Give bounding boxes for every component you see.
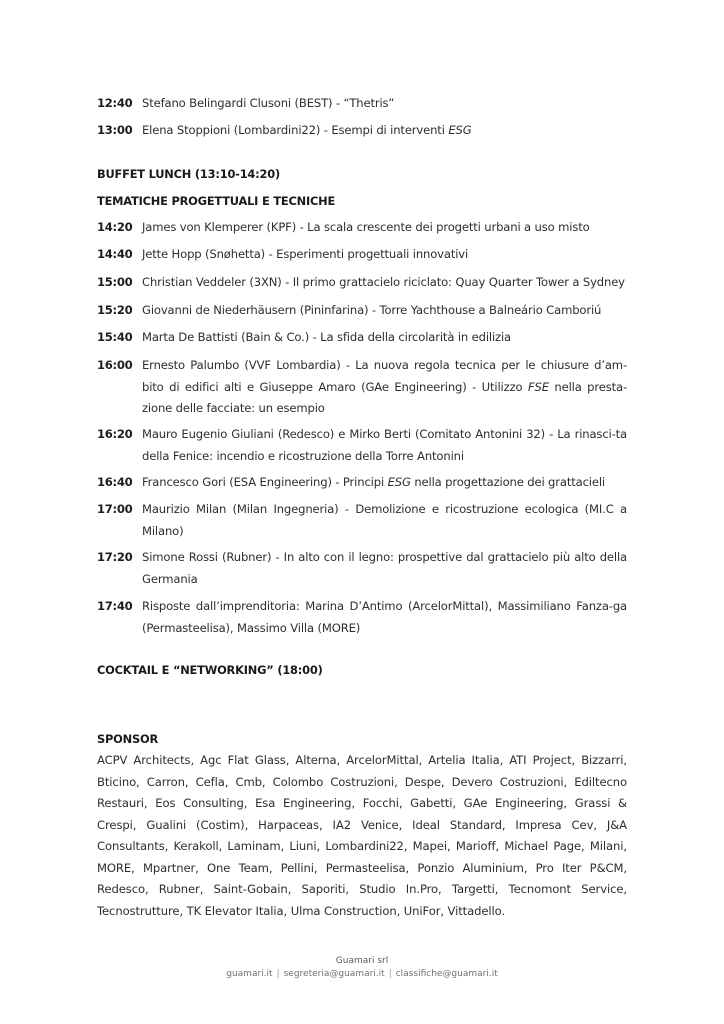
agenda-item bbox=[97, 272, 627, 294]
lunch-heading: BUFFET LUNCH (13:10-14:20) bbox=[97, 167, 280, 181]
agenda-time: 17:20 bbox=[97, 550, 133, 564]
agenda-item bbox=[97, 424, 627, 467]
agenda-time: 14:40 bbox=[97, 247, 133, 261]
agenda-text bbox=[142, 355, 627, 420]
agenda-text: Simone Rossi (Rubner) - In alto con il legno: prospettive dal grattacielo più alto della Germania bbox=[142, 550, 627, 586]
agenda-item bbox=[97, 327, 627, 349]
agenda-text: Christian Veddeler (3XN) - Il primo grattacielo riciclato: Quay Quarter Tower a Sydney bbox=[142, 275, 625, 289]
agenda-text: Jette Hopp (Snøhetta) - Esperimenti progettuali innovativi bbox=[142, 247, 469, 261]
agenda-item bbox=[97, 217, 627, 239]
agenda-text-emphasis: ESG bbox=[387, 475, 411, 489]
agenda-item bbox=[97, 472, 627, 494]
agenda-time: 16:00 bbox=[97, 358, 133, 372]
agenda-text-part: Francesco Gori (ESA Engineering) - Principi bbox=[142, 475, 388, 489]
agenda-text-emphasis: ESG bbox=[448, 123, 472, 137]
sponsor-heading: SPONSOR bbox=[97, 732, 159, 746]
footer-company: Guamari srl bbox=[335, 956, 389, 966]
agenda-time: 13:00 bbox=[97, 123, 133, 137]
cocktail-heading: COCKTAIL E “NETWORKING” (18:00) bbox=[97, 663, 323, 677]
agenda-item bbox=[97, 596, 627, 639]
agenda-item bbox=[97, 547, 627, 590]
agenda-time: 16:40 bbox=[97, 475, 133, 489]
agenda-item bbox=[97, 120, 627, 142]
agenda-time: 14:20 bbox=[97, 220, 133, 234]
agenda-time: 17:00 bbox=[97, 502, 133, 516]
agenda-text: Risposte dall’imprenditoria: Marina D’Antimo (ArcelorMittal), Massimiliano Fanza-ga (Permasteelisa), Massimo Villa (MORE) bbox=[142, 599, 627, 635]
agenda-text bbox=[142, 120, 627, 142]
agenda-time: 16:20 bbox=[97, 427, 133, 441]
footer-secretary-email-link[interactable]: segreteria@guamari.it bbox=[283, 969, 385, 979]
agenda-text bbox=[142, 472, 627, 494]
agenda-text: Marta De Battisti (Bain & Co.) - La sfida della circolarità in edilizia bbox=[142, 330, 511, 344]
footer-separator: | bbox=[276, 969, 280, 979]
agenda-item bbox=[97, 499, 627, 542]
page-footer bbox=[0, 955, 724, 981]
agenda-item bbox=[97, 244, 627, 266]
agenda-text: James von Klemperer (KPF) - La scala crescente dei progetti urbani a uso misto bbox=[142, 220, 590, 234]
agenda-time: 15:40 bbox=[97, 330, 133, 344]
footer-separator: | bbox=[388, 969, 392, 979]
agenda-text: Mauro Eugenio Giuliani (Redesco) e Mirko Berti (Comitato Antonini 32) - La rinasci-ta della Fenice: incendio e ricostruzione della Torre Antonini bbox=[142, 427, 627, 463]
agenda-text: Stefano Belingardi Clusoni (BEST) - “Thetris” bbox=[142, 96, 395, 110]
agenda-time: 15:00 bbox=[97, 275, 133, 289]
agenda-item bbox=[97, 300, 627, 322]
sponsor-list: ACPV Architects, Agc Flat Glass, Alterna, ArcelorMittal, Artelia Italia, ATI Project, Bizzarri, Bticino, Carron, Cefla, Cmb, Colombo Costruzioni, Despe, Devero Costruzioni, Ediltecno Restauri, Eos Consulting, Esa Engineering, Focchi, Gabetti, GAe Engineering, Grassi & Crespi, Gualini (Costim), Harpaceas, IA2 Venice, Ideal Standard, Impresa Cev, J&A Consultants, Kerakoll, Laminam, Liuni, Lombardini22, Mapei, Marioff, Michael Page, Milani, MORE, Mpartner, One Team, Pellini, Permasteelisa, Ponzio Aluminium, Pro Iter P&CM, Redesco, Rubner, Saint-Gobain, Saporiti, Studio In.Pro, Targetti, Tecnomont Service, Tecnostrutture, TK Elevator Italia, Ulma Construction, UniFor, Vittadello. bbox=[97, 753, 627, 918]
agenda-time: 17:40 bbox=[97, 599, 133, 613]
footer-website-link[interactable]: guamari.it bbox=[226, 969, 273, 979]
agenda-text-part: Ernesto Palumbo (VVF Lombardia) - La nuova regola tecnica per le chiusure d’am-bito di edifici alti e Giuseppe Amaro (GAe Engineering) - Utilizzo bbox=[142, 358, 627, 394]
agenda-text-part: nella presta-zione delle facciate: un esempio bbox=[142, 379, 628, 415]
agenda-time: 15:20 bbox=[97, 303, 133, 317]
agenda-text-part: nella progettazione dei grattacieli bbox=[410, 475, 605, 489]
agenda-text: Giovanni de Niederhäusern (Pininfarina) - Torre Yachthouse a Balneário Camboriú bbox=[142, 303, 602, 317]
agenda-text: Maurizio Milan (Milan Ingegneria) - Demolizione e ricostruzione ecologica (MI.C a Milano) bbox=[142, 502, 627, 538]
agenda-item bbox=[97, 355, 627, 420]
footer-rankings-email-link[interactable]: classifiche@guamari.it bbox=[395, 969, 498, 979]
agenda-text-part: Elena Stoppioni (Lombardini22) - Esempi di interventi bbox=[142, 123, 449, 137]
footer-contacts bbox=[0, 968, 724, 981]
section-heading: TEMATICHE PROGETTUALI E TECNICHE bbox=[97, 194, 336, 208]
agenda-time: 12:40 bbox=[97, 96, 133, 110]
agenda-item bbox=[97, 93, 627, 115]
agenda-text-emphasis: FSE bbox=[527, 379, 549, 394]
